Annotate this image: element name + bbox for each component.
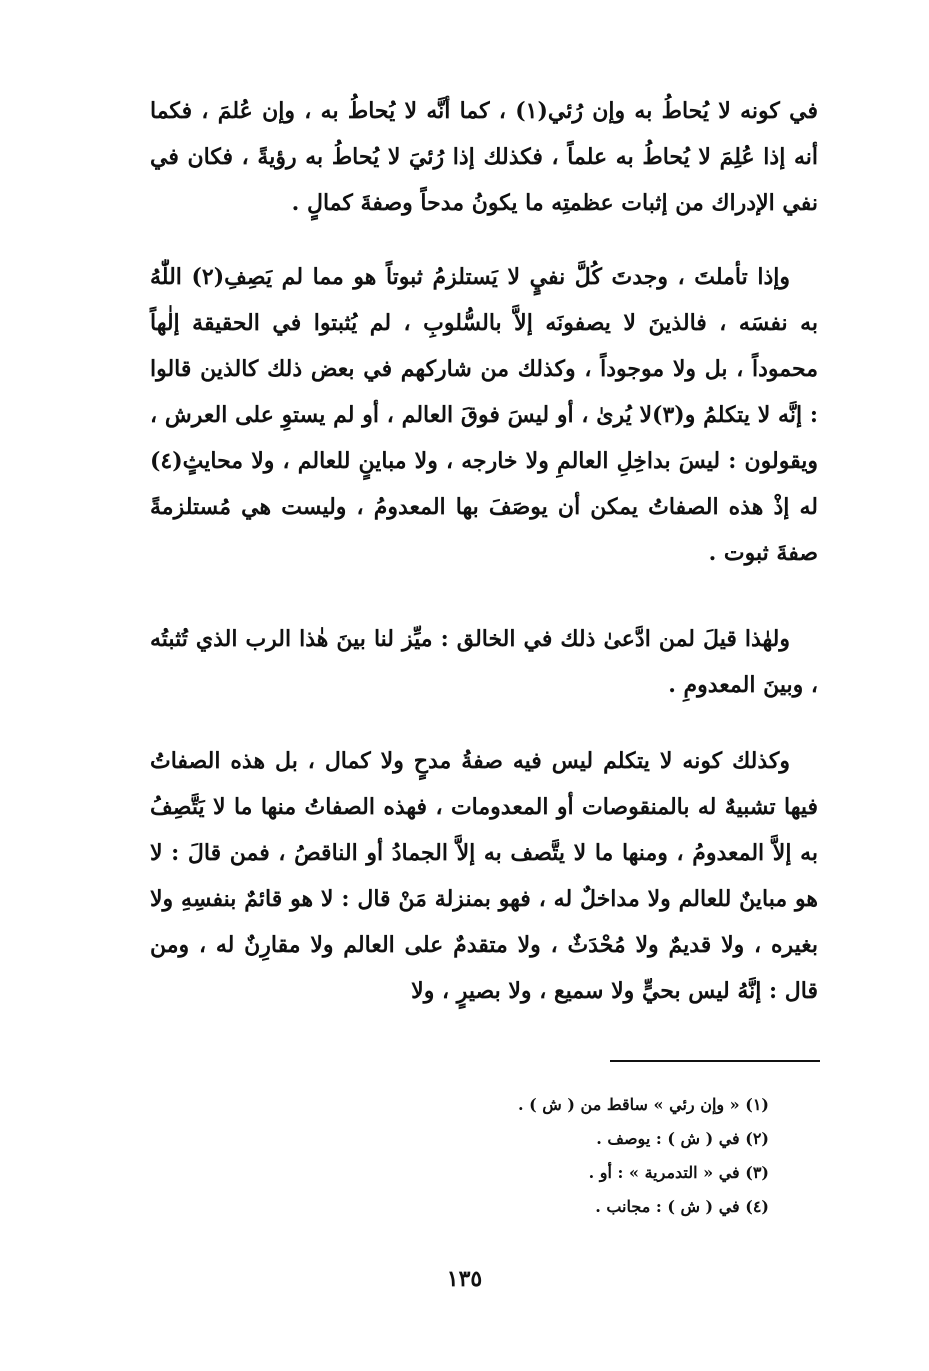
body-paragraph-2: وإذا تأملتَ ، وجدتَ كُلَّ نفيٍ لا يَستلزمُ ثبوتاً هو مما لم يَصِفِ(٢) اللّٰهُ به نفسَه ، فالذينَ لا يصفونَه إلاَّ بالسُّلوبِ ، لم يُثبتوا في الحقيقة إلٰهاً محموداً ، بل ولا موجوداً ، وكذلك من شاركهم في بعض ذلك كالذين قالوا : إنَّه لا يتكلمُ و(٣)لا يُرىٰ ، أو ليسَ فوقَ العالم ، أو لم يستوِ على العرش ، ويقولون : ليسَ بداخِلِ العالمِ ولا خارجه ، ولا مباينٍ للعالم ، ولا محايثٍ(٤) له إذْ هذه الصفاتُ يمكن أن يوصَفَ بها المعدومُ ، وليست هي مُستلزمةً صفةَ ثبوت . [150, 264, 818, 566]
footnotes-list [369, 1088, 769, 1224]
body-paragraph-3: ولهٰذا قيلَ لمن ادَّعىٰ ذلك في الخالق : ميِّز لنا بينَ هٰذا الرب الذي تُثبتُه ، وبينَ المعدومِ . [150, 626, 818, 698]
footnote-1: (١) « وإن رئي » ساقط من ( ش ) . [518, 1095, 769, 1114]
footnote-divider [610, 1060, 820, 1062]
page-number: ١٣٥ [446, 1266, 483, 1292]
footnote-2: (٢) في ( ش ) : يوصف . [596, 1129, 769, 1148]
footnote-4: (٤) في ( ش ) : مجانب . [595, 1197, 769, 1216]
body-paragraph-4: وكذلك كونه لا يتكلم ليس فيه صفةُ مدحٍ ولا كمال ، بل هذه الصفاتُ فيها تشبيهٌ له بالمنقوصات أو المعدومات ، فهذه الصفاتُ منها ما لا يَتَّصِفُ به إلاَّ المعدومُ ، ومنها ما لا يتَّصف به إلاَّ الجمادُ أو الناقصُ ، فمن قالَ : لا هو مباينٌ للعالم ولا مداخلٌ له ، فهو بمنزلة مَنْ قال : لا هو قائمٌ بنفسِهِ ولا بغيره ، ولا قديمٌ ولا مُحْدَثٌ ، ولا متقدمٌ على العالم ولا مقارِنٌ له ، ومن قال : إنَّهُ ليس بحيٍّ ولا سميع ، ولا بصيرٍ ، ولا [150, 748, 818, 1004]
body-paragraph-1: في كونه لا يُحاطُ به وإن رُئي(١) ، كما أنَّه لا يُحاطُ به ، وإن عُلمَ ، فكما أنه إذا عُلِمَ لا يُحاطُ به علماً ، فكذلك إذا رُئيَ لا يُحاطُ به رؤيةً ، فكان في نفي الإدراك من إثبات عظمتِه ما يكونُ مدحاً وصفةَ كمالٍ . [150, 98, 818, 216]
footnote-3: (٣) في « التدمرية » : أو . [588, 1163, 769, 1182]
